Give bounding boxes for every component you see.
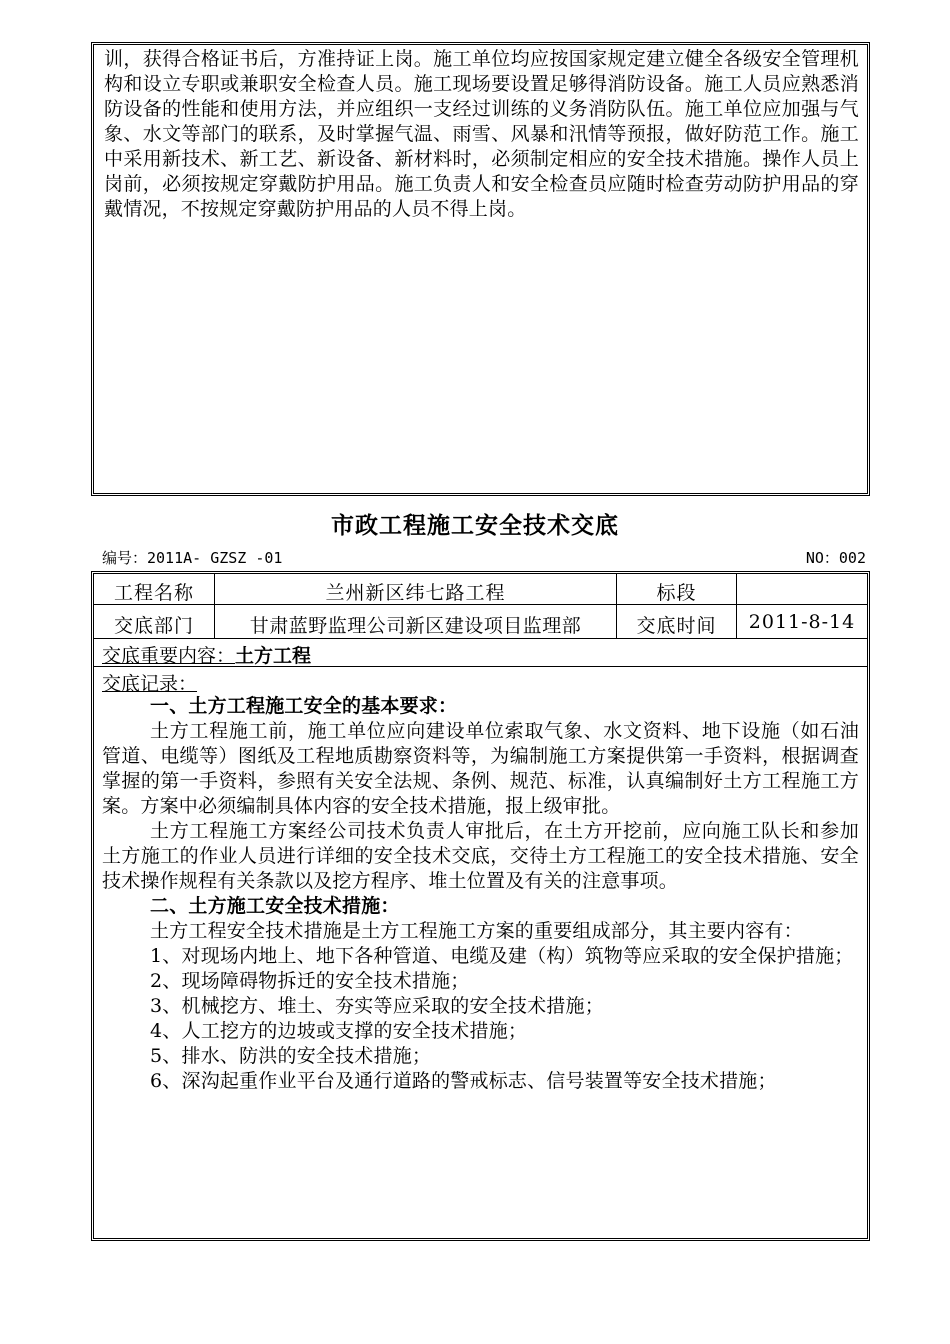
time-label: 交底时间 xyxy=(636,615,717,637)
paragraph-3: 土方工程安全技术措施是土方工程施工方案的重要组成部分，其主要内容有： xyxy=(150,920,803,942)
disclosure-time: 2011-8-14 xyxy=(748,611,856,633)
department-label: 交底部门 xyxy=(113,615,194,637)
continuation-text: 训，获得合格证书后，方准持证上岗。施工单位均应按国家规定建立健全各级安全管理机构和设立专职或兼职安全检查人员。施工现场要设置足够得消防设备。施工人员应熟悉消防设备的性能和使用方法，并应组织一支经过训练的义务消防队伍。施工单位应加强与气象、水文等部门的联系，及时掌握气温、雨雪、风暴和汛情等预报，做好防范工作。施工中采用新技术、新工艺、新设备、新材料时，必须制定相应的安全技术措施。操作人员上岗前，必须按规定穿戴防护用品。施工负责人和安全检查员应随时检查劳动防护用品的穿戴情况，不按规定穿戴防护用品的人员不得上岗。 xyxy=(104,48,859,220)
document-number: NO：002 xyxy=(805,549,866,567)
list-item: 3、机械挖方、堆土、夯实等应采取的安全技术措施； xyxy=(150,995,604,1017)
list-item: 6、深沟起重作业平台及通行道路的警戒标志、信号装置等安全技术措施； xyxy=(150,1070,777,1092)
project-name-label: 工程名称 xyxy=(113,582,194,604)
list-item: 1、对现场内地上、地下各种管道、电缆及建（构）筑物等应采取的安全保护措施； xyxy=(150,945,854,967)
continuation-box xyxy=(91,42,870,496)
disclosure-table xyxy=(91,571,870,1241)
content-row xyxy=(102,641,311,668)
record-label-text: 交底记录： xyxy=(102,673,198,695)
page-title: 市政工程施工安全技术交底 xyxy=(331,512,619,539)
heading-2: 二、土方施工安全技术措施： xyxy=(150,895,400,917)
content-label: 交底重要内容： xyxy=(102,645,236,667)
paragraph-1: 土方工程施工前，施工单位应向建设单位索取气象、水文资料、地下设施（如石油管道、电缆等）图纸及工程地质勘察资料等，为编制施工方案提供第一手资料，根据调查掌握的第一手资料，参照有关安全法规、条例、规范、标准，认真编制好土方工程施工方案。方案中必须编制具体内容的安全技术措施，报上级审批。 xyxy=(102,720,859,817)
document-code: 编号：2011A- GZSZ -01 xyxy=(102,549,283,567)
paragraph-2: 土方工程施工方案经公司技术负责人审批后，在土方开挖前，应向施工队长和参加土方施工的作业人员进行详细的安全技术交底，交待土方工程施工的安全技术措施、安全技术操作规程有关条款以及挖方程序、堆土位置及有关的注意事项。 xyxy=(102,820,859,892)
heading-1: 一、土方工程施工安全的基本要求： xyxy=(150,695,458,717)
project-name: 兰州新区纬七路工程 xyxy=(325,582,506,604)
content-value: 土方工程 xyxy=(235,645,312,667)
section-label: 标段 xyxy=(656,582,697,604)
record-label xyxy=(102,669,197,696)
list-item: 2、现场障碍物拆迁的安全技术措施； xyxy=(150,970,470,992)
list-item: 4、人工挖方的边坡或支撑的安全技术措施； xyxy=(150,1020,528,1042)
record-content xyxy=(102,695,859,1094)
department: 甘肃蓝野监理公司新区建设项目监理部 xyxy=(249,615,582,637)
list-item: 5、排水、防洪的安全技术措施； xyxy=(150,1045,432,1067)
row-divider xyxy=(94,638,867,639)
